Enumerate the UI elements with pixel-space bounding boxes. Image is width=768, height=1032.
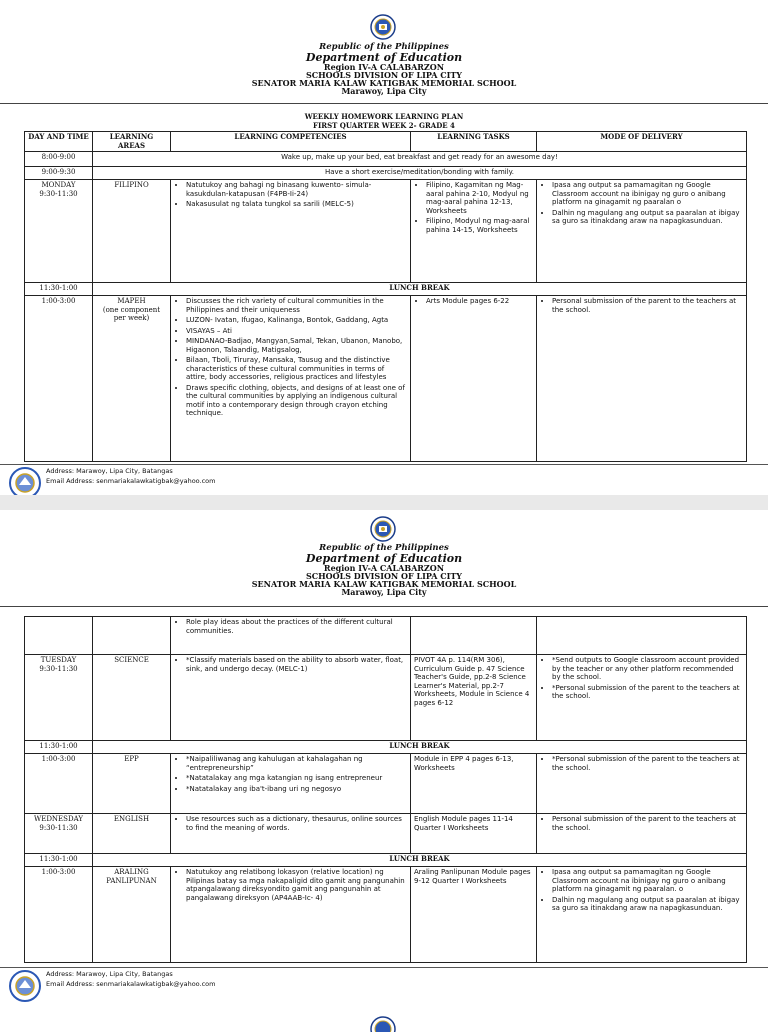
footer-divider (0, 967, 768, 968)
time-cell: 11:30-1:00 (25, 741, 93, 754)
delivery-item: • Ipasa ang output sa pamamagitan ng Google Classroom account na ibinigay ng guro o anibang platform na ginagamit ng paaralan o (552, 181, 743, 207)
competency-item: • Natutukoy ang relatibong lokasyon (relative location) ng Pilipinas batay sa mga nakapaligid dito gamit ang pangunahin atpangalawang direksyondito gamit ang pangunahin at pangalawang direksyon (AP4AAB-Ic- 4) (186, 868, 407, 902)
location-line: Marawoy, Lipa City (341, 586, 427, 597)
time-label: 9:30-11:30 (39, 189, 78, 198)
region-line: Region IV-A CALABARZON (323, 61, 445, 72)
plan-title: WEEKLY HOMEWORK LEARNING PLAN (304, 112, 464, 121)
deped-seal-icon (370, 516, 396, 542)
plan-subtitle: FIRST QUARTER WEEK 2- GRADE 4 (313, 121, 455, 130)
delivery-item: • *Personal submission of the parent to the teachers at the school. (552, 684, 743, 701)
school-line: SENATOR MARIA KALAW KATIGBAK MEMORIAL SCHOOL (251, 77, 517, 88)
tasks-cell (411, 617, 537, 655)
table-header-row (25, 132, 747, 152)
competencies-cell (171, 814, 411, 854)
department-line: Department of Education (305, 50, 463, 64)
deped-seal-icon (370, 1016, 396, 1032)
activity-cell: Have a short exercise/meditation/bonding with family. (93, 167, 747, 180)
competency-item: • *Naipaliliwanag ang kahulugan at kahalagahan ng “entrepreneurship” (186, 755, 407, 772)
lunch-row (25, 741, 747, 754)
table-row (25, 867, 747, 963)
competency-item: • LUZON- Ivatan, Ifugao, Kalinanga, Bontok, Gaddang, Agta (186, 316, 407, 325)
col-header-day: DAY AND TIME (25, 132, 93, 152)
competencies-cell (171, 754, 411, 814)
delivery-item: • Personal submission of the parent to the teachers at the school. (552, 815, 743, 832)
competency-item: • *Natatalakay ang iba't-ibang uri ng negosyo (186, 785, 407, 794)
competency-item: • Nakasusulat ng talata tungkol sa sarili (MELC-5) (186, 200, 407, 209)
task-item: • Filipino, Kagamitan ng Mag-aaral pahina 2-10, Modyul ng mag-aaral pahina 12-13, Worksheets (426, 181, 533, 215)
lunch-row (25, 854, 747, 867)
competency-item: • Draws specific clothing, objects, and designs of at least one of the cultural communities by applying an indigenous cultural motif into a contemporary design through crayon etching technique. (186, 384, 407, 418)
delivery-cell (537, 814, 747, 854)
area-cell (93, 296, 171, 462)
time-cell: 11:30-1:00 (25, 854, 93, 867)
plan-table-2 (24, 616, 747, 963)
tasks-cell (411, 180, 537, 283)
time-cell: 1:00-3:00 (25, 754, 93, 814)
area-cell: FILIPINO (93, 180, 171, 283)
time-cell: 1:00-3:00 (25, 296, 93, 462)
region-line: Region IV-A CALABARZON (323, 562, 445, 573)
day-time-cell (25, 617, 93, 655)
competencies-cell (171, 180, 411, 283)
footer-address: Address: Marawoy, Lipa City, Batangas (46, 970, 173, 978)
col-header-area: LEARNING AREAS (93, 132, 171, 152)
delivery-item: • Dalhin ng magulang ang output sa paaralan at ibigay sa guro sa itinakdang araw na napagkasunduan. (552, 209, 743, 226)
area-cell: SCIENCE (93, 655, 171, 741)
day-label: TUESDAY (40, 656, 77, 664)
letterhead (0, 544, 768, 596)
competencies-cell (171, 655, 411, 741)
table-row (25, 814, 747, 854)
col-header-delivery: MODE OF DELIVERY (537, 132, 747, 152)
lunch-label: LUNCH BREAK (93, 854, 747, 867)
competency-item: • Bilaan, Tboli, Tiruray, Mansaka, Tausug and the distinctive characteristics of these cultural communities in terms of attire, body accessories, religious practices and lifestyles (186, 356, 407, 382)
tasks-cell: English Module pages 11-14 Quarter I Worksheets (411, 814, 537, 854)
competencies-cell (171, 296, 411, 462)
tasks-cell (411, 296, 537, 462)
tasks-cell: Araling Panlipunan Module pages 9-12 Quarter I Worksheets (411, 867, 537, 963)
competency-item: • *Natatalakay ang mga katangian ng isang entrepreneur (186, 774, 407, 783)
delivery-cell (537, 754, 747, 814)
delivery-item: • Personal submission of the parent to the teachers at the school. (552, 297, 743, 314)
letterhead (0, 43, 768, 95)
day-label: MONDAY (41, 181, 76, 189)
day-time-cell (25, 814, 93, 854)
division-line: SCHOOLS DIVISION OF LIPA CITY (305, 69, 463, 80)
department-line: Department of Education (305, 551, 463, 565)
time-cell: 9:00-9:30 (25, 167, 93, 180)
delivery-item: • Dalhin ng magulang ang output sa paaralan at ibigay sa guro sa itinakdang araw na napagkasunduan. (552, 896, 743, 913)
task-item: • Arts Module pages 6-22 (426, 297, 533, 306)
lunch-label: LUNCH BREAK (93, 283, 747, 296)
competency-item: • MINDANAO-Badjao, Mangyan,Samal, Tekan, Ubanon, Manobo, Higaonon, Talaandig, Matigsalog, (186, 337, 407, 354)
division-line: SCHOOLS DIVISION OF LIPA CITY (305, 570, 463, 581)
lunch-label: LUNCH BREAK (93, 741, 747, 754)
day-time-cell (25, 655, 93, 741)
header-divider (0, 103, 768, 104)
time-label: 9:30-11:30 (39, 664, 78, 673)
location-line: Marawoy, Lipa City (341, 85, 427, 96)
delivery-cell (537, 617, 747, 655)
table-row (25, 180, 747, 283)
delivery-item: • *Personal submission of the parent to the teachers at the school. (552, 755, 743, 772)
day-time-cell (25, 180, 93, 283)
republic-line: Republic of the Philippines (319, 543, 449, 553)
republic-line: Republic of the Philippines (319, 42, 449, 52)
area-cell: EPP (93, 754, 171, 814)
area-cell (93, 617, 171, 655)
page-2 (0, 510, 768, 1010)
day-label: WEDNESDAY (34, 815, 83, 823)
plan-table-1 (24, 131, 747, 462)
footer-email: Email Address: senmariakalawkatigbak@yahoo.com (46, 477, 216, 485)
competencies-cell (171, 617, 411, 655)
table-row (25, 655, 747, 741)
delivery-item: • *Send outputs to Google classroom account provided by the teacher or any other platform recommended by the school. (552, 656, 743, 682)
time-cell: 8:00-9:00 (25, 152, 93, 167)
deped-seal-icon (370, 14, 396, 40)
school-logo-icon (8, 969, 42, 1003)
delivery-cell (537, 867, 747, 963)
activity-cell: Wake up, make up your bed, eat breakfast and get ready for an awesome day! (93, 152, 747, 167)
area-cell: ARALING PANLIPUNAN (93, 867, 171, 963)
lunch-row (25, 283, 747, 296)
table-row (25, 617, 747, 655)
competency-item: • *Classify materials based on the ability to absorb water, float, sink, and undergo decay. (MELC-1) (186, 656, 407, 673)
delivery-cell (537, 180, 747, 283)
table-row (25, 167, 747, 180)
time-cell: 11:30-1:00 (25, 283, 93, 296)
area-note: (one component per week) (102, 305, 161, 322)
page-gap (0, 495, 768, 510)
task-item: • Filipino, Modyul ng mag-aaral pahina 14-15, Worksheets (426, 217, 533, 234)
footer-address: Address: Marawoy, Lipa City, Batangas (46, 467, 173, 475)
tasks-cell: Module in EPP 4 pages 6-13, Worksheets (411, 754, 537, 814)
competencies-cell (171, 867, 411, 963)
competency-item: • Discusses the rich variety of cultural communities in the Philippines and their uniqueness (186, 297, 407, 314)
area-label: MAPEH (117, 297, 146, 305)
school-line: SENATOR MARIA KALAW KATIGBAK MEMORIAL SCHOOL (251, 578, 517, 589)
table-row (25, 296, 747, 462)
footer-divider (0, 464, 768, 465)
table-row (25, 152, 747, 167)
time-label: 9:30-11:30 (39, 823, 78, 832)
competency-item: • Role play ideas about the practices of the different cultural communities. (186, 618, 407, 635)
area-cell: ENGLISH (93, 814, 171, 854)
competency-item: • Use resources such as a dictionary, thesaurus, online sources to find the meaning of words. (186, 815, 407, 832)
delivery-cell (537, 655, 747, 741)
tasks-cell: PIVOT 4A p. 114(RM 306), Curriculum Guide p. 47 Science Teacher's Guide, pp.2-8 Science Learner's Material, pp.2-7 Worksheets, Module in Science 4 pages 6-12 (411, 655, 537, 741)
table-row (25, 754, 747, 814)
delivery-item: • Ipasa ang output sa pamamagitan ng Google Classroom account na ibinigay ng guro o anibang platform na ginagamit ng paaralan. o (552, 868, 743, 894)
time-cell: 1:00-3:00 (25, 867, 93, 963)
header-divider (0, 606, 768, 607)
delivery-cell (537, 296, 747, 462)
page-1 (0, 0, 768, 495)
col-header-tasks: LEARNING TASKS (411, 132, 537, 152)
competency-item: • VISAYAS – Ati (186, 327, 407, 336)
competency-item: • Natutukoy ang bahagi ng binasang kuwento- simula-kasukdulan-katapusan (F4PB-Ii-24) (186, 181, 407, 198)
col-header-competencies: LEARNING COMPETENCIES (171, 132, 411, 152)
footer-email: Email Address: senmariakalawkatigbak@yahoo.com (46, 980, 216, 988)
